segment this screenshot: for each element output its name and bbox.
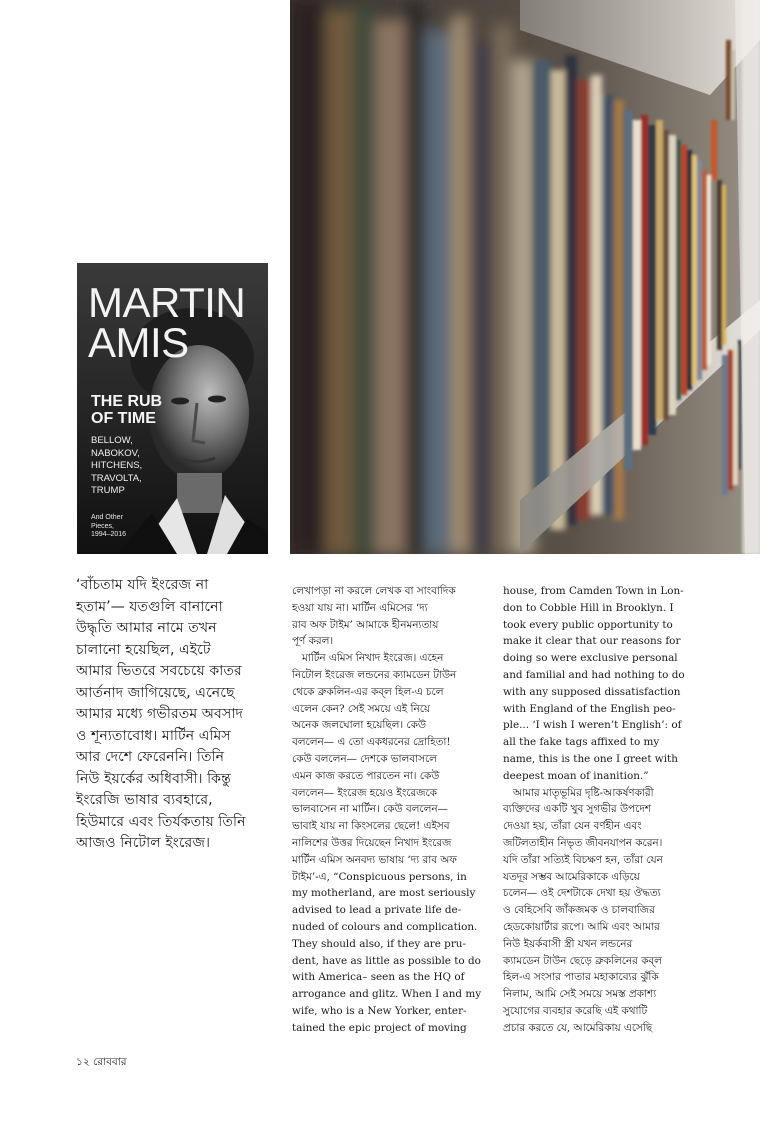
body-line: ple... ‘I wish I weren’t English’: of [503,719,682,732]
bookshelf-photo [290,0,760,554]
body-column-middle [292,583,487,1037]
body-line: They should also, if they are pru- [292,937,467,950]
body-line: don to Cobble Hill in Brooklyn. I [503,601,674,614]
lead-line: নিউ ইয়র্কের অধিবাসী। কিন্তু [76,770,231,787]
cover-subject: HITCHENS, [91,460,143,471]
body-line: থেকে ব্রুকলিন-এর কব্‌ল হিল-এ চলে [292,685,444,698]
body-line: হিল-এ সংসার পাতার মহাকাব্যের ঝুঁকি [503,971,659,984]
lead-line: ইংরেজি ভাষার ব্যবহারে, [76,792,213,808]
lead-line: আমার ভিতরে সবচেয়ে কাতর [76,663,242,679]
body-line: পূর্ণ করল। [292,635,334,648]
page-footer [76,1055,127,1072]
body-line: মার্টিন এমিস নিখাদ ইংরেজ। এহেন [302,652,444,665]
lead-paragraph [76,575,268,855]
body-line: টাইম’-এ, “Conspicuous persons, in [292,870,467,883]
page-number: ১২ [76,1056,90,1068]
cover-subject: BELLOW, [91,435,133,446]
body-line: চলেন— ওই দেশটাকে দেখা হয় ঔদ্ধত্য [503,887,661,900]
body-line: tained the epic project of moving [292,1021,467,1034]
body-line: কেউ বললেন— দেশকে ভালবাসলে [292,752,437,765]
lead-line: উদ্ধৃতি আমার নামে তখন [76,620,217,636]
lead-line: হিউমারে এবং তির্যকতায় তিনি [76,813,246,830]
body-line: my motherland, are most seriously [292,887,476,900]
cover-author-line: AMIS [88,319,189,366]
lead-line: আর দেশে ফেরেননি। তিনি [76,749,225,765]
body-line: জটিলতাহীন নিভৃত জীবনযাপন করেন। [503,836,663,849]
cover-subject: NABOKOV, [91,447,140,459]
body-line: deepest moan of inanition.” [503,769,649,782]
body-line: নালিশের উত্তর দিয়েছেন নিখাদ ইংরেজ [292,836,452,849]
body-line: আমার মাতৃভূমির দৃষ্টি-আকর্ষণকারী [513,786,654,799]
body-line: ব্যক্তিদের একটি খুব সুগভীর উপদেশ [503,803,651,816]
lead-line: আজও নিটোল ইংরেজ। [76,835,211,851]
body-line: বললেন— এ তো একধরনের দ্রোহিতা! [292,736,451,749]
cover-subjects [91,435,142,498]
cover-subject: TRAVOLTA, [91,472,142,484]
body-line: ও বেহিসেবি জাঁকজমক ও চালবাজির [503,904,655,917]
body-line: প্রচার করতে যে, আমেরিকায় এসেছি [503,1021,653,1034]
body-line: অনেক জলঘোলা হয়েছিল। কেউ [292,719,427,732]
lead-line: চালানো হয়েছিল, এইটে [76,641,211,658]
body-line: মার্টিন এমিস অনবদ্য ভাষায় ‘দ্য রাব অফ [292,853,457,866]
body-line: name, this is the one I greet with [503,752,678,765]
cover-book-title-line: THE RUB [91,393,163,410]
cover-other-pieces [91,514,126,540]
body-line: make it clear that our reasons for [503,635,681,648]
body-line: সুযোগের ব্যবহার করেছি এই কথাটি [503,1004,648,1017]
body-line: took every public opportunity to [503,618,673,631]
body-line: যদি তাঁরা সত্যিই বিচক্ষণ হন, তাঁরা যেন [503,853,663,866]
cover-author-line: MARTIN [88,279,246,326]
section-name: রোববার [92,1056,127,1068]
body-column-right [503,583,698,1037]
body-line: লেখাপড়া না করলে লেখক বা সাংবাদিক [292,585,456,597]
body-line: ভাবাই যায় না কিংসলের ছেলে! এইসব [292,820,450,833]
body-line: নিউ ইয়র্কবাসী স্ত্রী যখন লন্ডনের [503,937,633,950]
lead-line: আমার মধ্যে গভীরতম অবসাদ [76,706,243,722]
body-line: রাব অফ টাইম’ আমাকে হীনমন্যতায় [292,618,439,631]
body-line: হেডকোয়ার্টার রূপে। আমি এবং আমার [503,920,660,933]
body-line: ভালবাসেন না মার্টিন। কেউ বললেন— [292,803,448,816]
lead-line: ‘বাঁচতাম যদি ইংরেজ না [76,577,209,593]
lead-line: ও শূন্যতাবোধ। মার্টিন এমিস [76,727,231,744]
cover-other-line: Pieces, [91,522,114,530]
cover-author [88,279,246,366]
lead-line: আর্তনাদ জাগিয়েছে, এনেছে [76,684,235,701]
lead-line: হতাম’— যতগুলি বানানো [76,598,223,615]
body-line: নিটোল ইংরেজ লন্ডনের ক্যামডেন টাউন [292,668,457,681]
body-line: doing so were exclusive personal [503,652,678,665]
body-line: নিলাম, আমি সেই সময়ে সমস্ত প্রকাশ্য [503,988,657,1001]
book-cover [77,263,268,554]
body-line: advised to lead a private life de- [292,904,462,917]
cover-book-title [91,393,162,427]
body-line: হওয়া যায় না। মার্টিন এমিসের ‘দ্য [292,601,428,614]
body-line: wife, who is a New Yorker, enter- [292,1004,467,1017]
body-line: arrogance and glitz. When I and my [292,988,482,1001]
cover-other-line: And Other [91,514,123,521]
body-line: with any supposed dissatisfaction [503,685,681,698]
body-line: dent, have as little as possible to do [292,954,481,967]
cover-book-title-line: OF TIME [91,410,156,427]
body-line: বললেন— ইংরেজ হয়েও ইংরেজকে [292,786,437,799]
body-line: যতদূর সম্ভব আমেরিকাকে এড়িয়ে [503,870,640,883]
body-line: house, from Camden Town in Lon- [503,585,684,597]
body-line: এলেন কেন? সেই সময়ে এই নিয়ে [292,702,430,715]
body-line: and familial and had nothing to do [503,668,685,681]
cover-subject: TRUMP [91,485,125,496]
body-line: এমন কাজ করতে পারতেন না। কেউ [292,769,440,782]
body-line: with America– seen as the HQ of [292,971,465,984]
body-line: nuded of colours and complication. [292,920,478,933]
cover-other-line: 1994–2016 [91,531,127,538]
body-line: all the fake tags affixed to my [503,736,660,749]
body-line: ক্যামডেন টাউন ছেড়ে ব্রুকলিনের কব্‌ল [503,954,662,967]
body-line: দেওয়া হয়, তাঁরা যেন বর্ণহীন এবং [503,820,642,833]
body-line: with England of the English peo- [503,702,676,715]
